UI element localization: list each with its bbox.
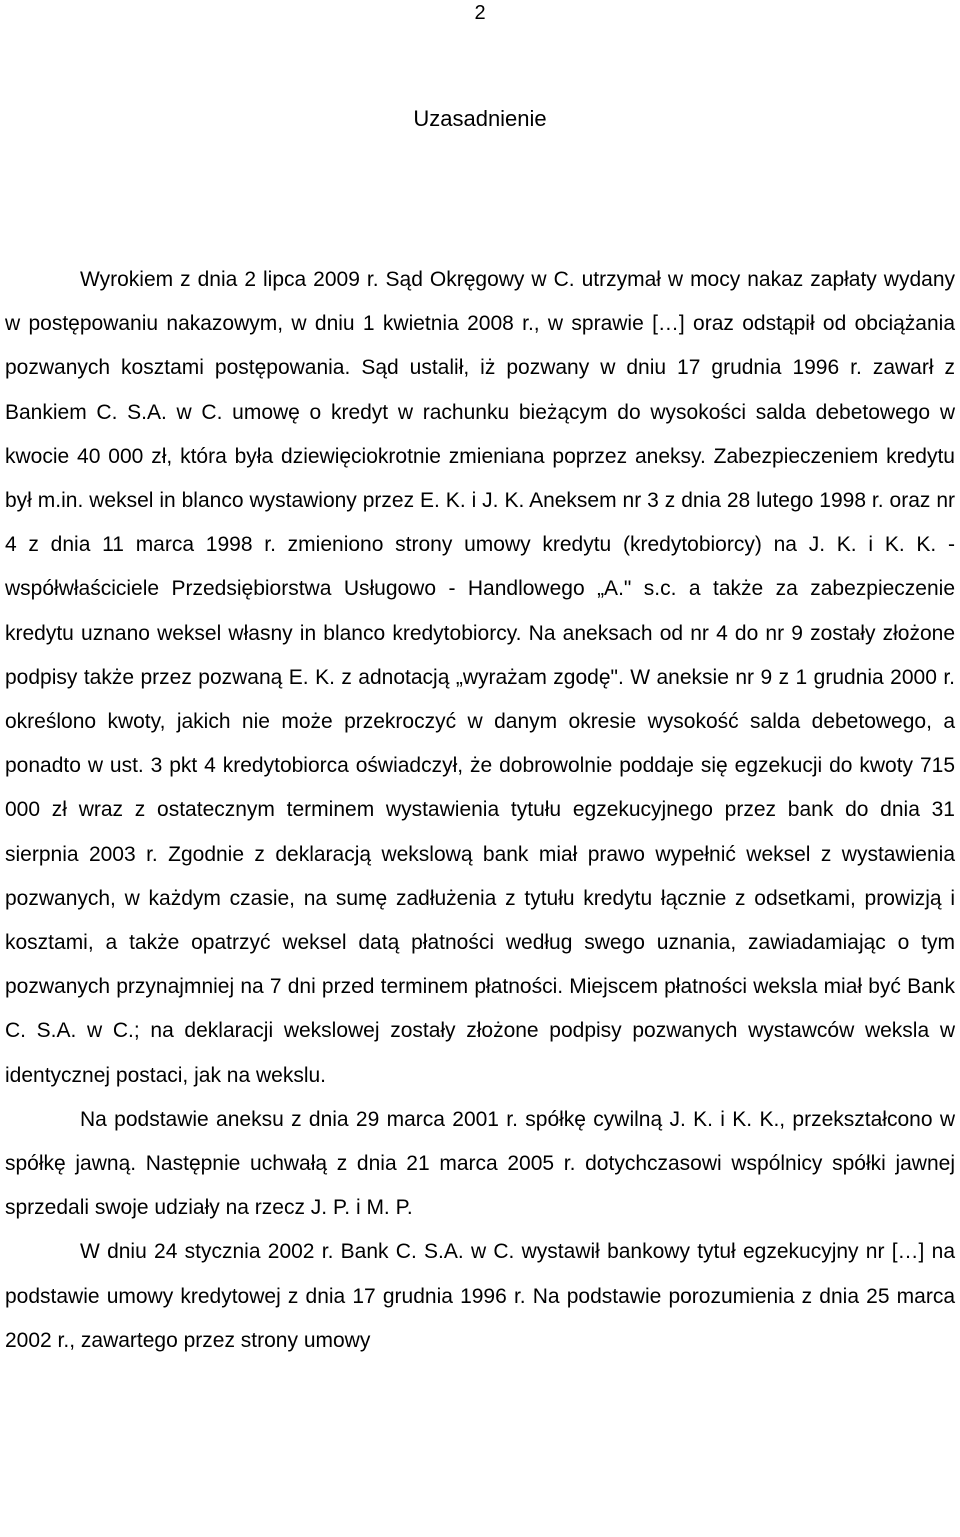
paragraph-2: Na podstawie aneksu z dnia 29 marca 2001 r. spółkę cywilną J. K. i K. K., przekształcono w spółkę jawną. Następnie uchwałą z dnia 21 marca 2005 r. dotychczasowi wspólnicy spółki jawnej sprzedali swoje udziały na rzecz J. P. i M. P. — [5, 1107, 955, 1220]
document-title: Uzasadnienie — [413, 106, 547, 131]
page-number: 2 — [474, 2, 486, 24]
paragraph-3: W dniu 24 stycznia 2002 r. Bank C. S.A. w C. wystawił bankowy tytuł egzekucyjny nr […] na podstawie umowy kredytowej z dnia 17 grudnia 1996 r. Na podstawie porozumienia z dnia 25 marca 2002 r., zawartego przez strony umowy — [5, 1240, 955, 1352]
paragraph-1: Wyrokiem z dnia 2 lipca 2009 r. Sąd Okręgowy w C. utrzymał w mocy nakaz zapłaty wydany w postępowaniu nakazowym, w dniu 1 kwietnia 2008 r., w sprawie […] oraz odstąpił od obciążania pozwanych kosztami postępowania. Sąd ustalił, iż pozwany w dniu 17 grudnia 1996 r. zawarł z Bankiem C. S.A. w C. umowę o kredyt w rachunku bieżącym do wysokości salda debetowego w kwocie 40 000 zł, która była dziewięciokrotnie zmieniana poprzez aneksy. Zabezpieczeniem kredytu był m.in. weksel in blanco wystawiony przez E. K. i J. K. Aneksem nr 3 z dnia 28 lutego 1998 r. oraz nr 4 z dnia 11 marca 1998 r. zmieniono strony umowy kredytu (kredytobiorcy) na J. K. i K. K. - współwłaściciele Przedsiębiorstwa Usługowo - Handlowego „A." s.c. a także za zabezpieczenie kredytu uznano weksel własny in blanco kredytobiorcy. Na aneksach od nr 4 do nr 9 zostały złożone podpisy także przez pozwaną E. K. z adnotacją „wyrażam zgodę". W aneksie nr 9 z 1 grudnia 2000 r. określono kwoty, jakich nie może przekroczyć w danym okresie wysokość salda debetowego, a ponadto w ust. 3 pkt 4 kredytobiorca oświadczył, że dobrowolnie poddaje się egzekucji do kwoty 715 000 zł wraz z ostatecznym terminem wystawienia tytułu egzekucyjnego przez bank do dnia 31 sierpnia 2003 r. Zgodnie z deklaracją wekslową bank miał prawo wypełnić weksel z wystawienia pozwanych, w każdym czasie, na sumę zadłużenia z tytułu kredytu łącznie z odsetkami, prowizją i kosztami, a także opatrzyć weksel datą płatności według swego uznania, zawiadamiając o tym pozwanych przynajmniej na 7 dni przed terminem płatności. Miejscem płatności weksla miał być Bank C. S.A. w C.; na deklaracji wekslowej zostały złożone podpisy pozwanych wystawców weksla w identycznej postaci, jak na wekslu. — [5, 268, 955, 1087]
document-body — [5, 258, 955, 1363]
